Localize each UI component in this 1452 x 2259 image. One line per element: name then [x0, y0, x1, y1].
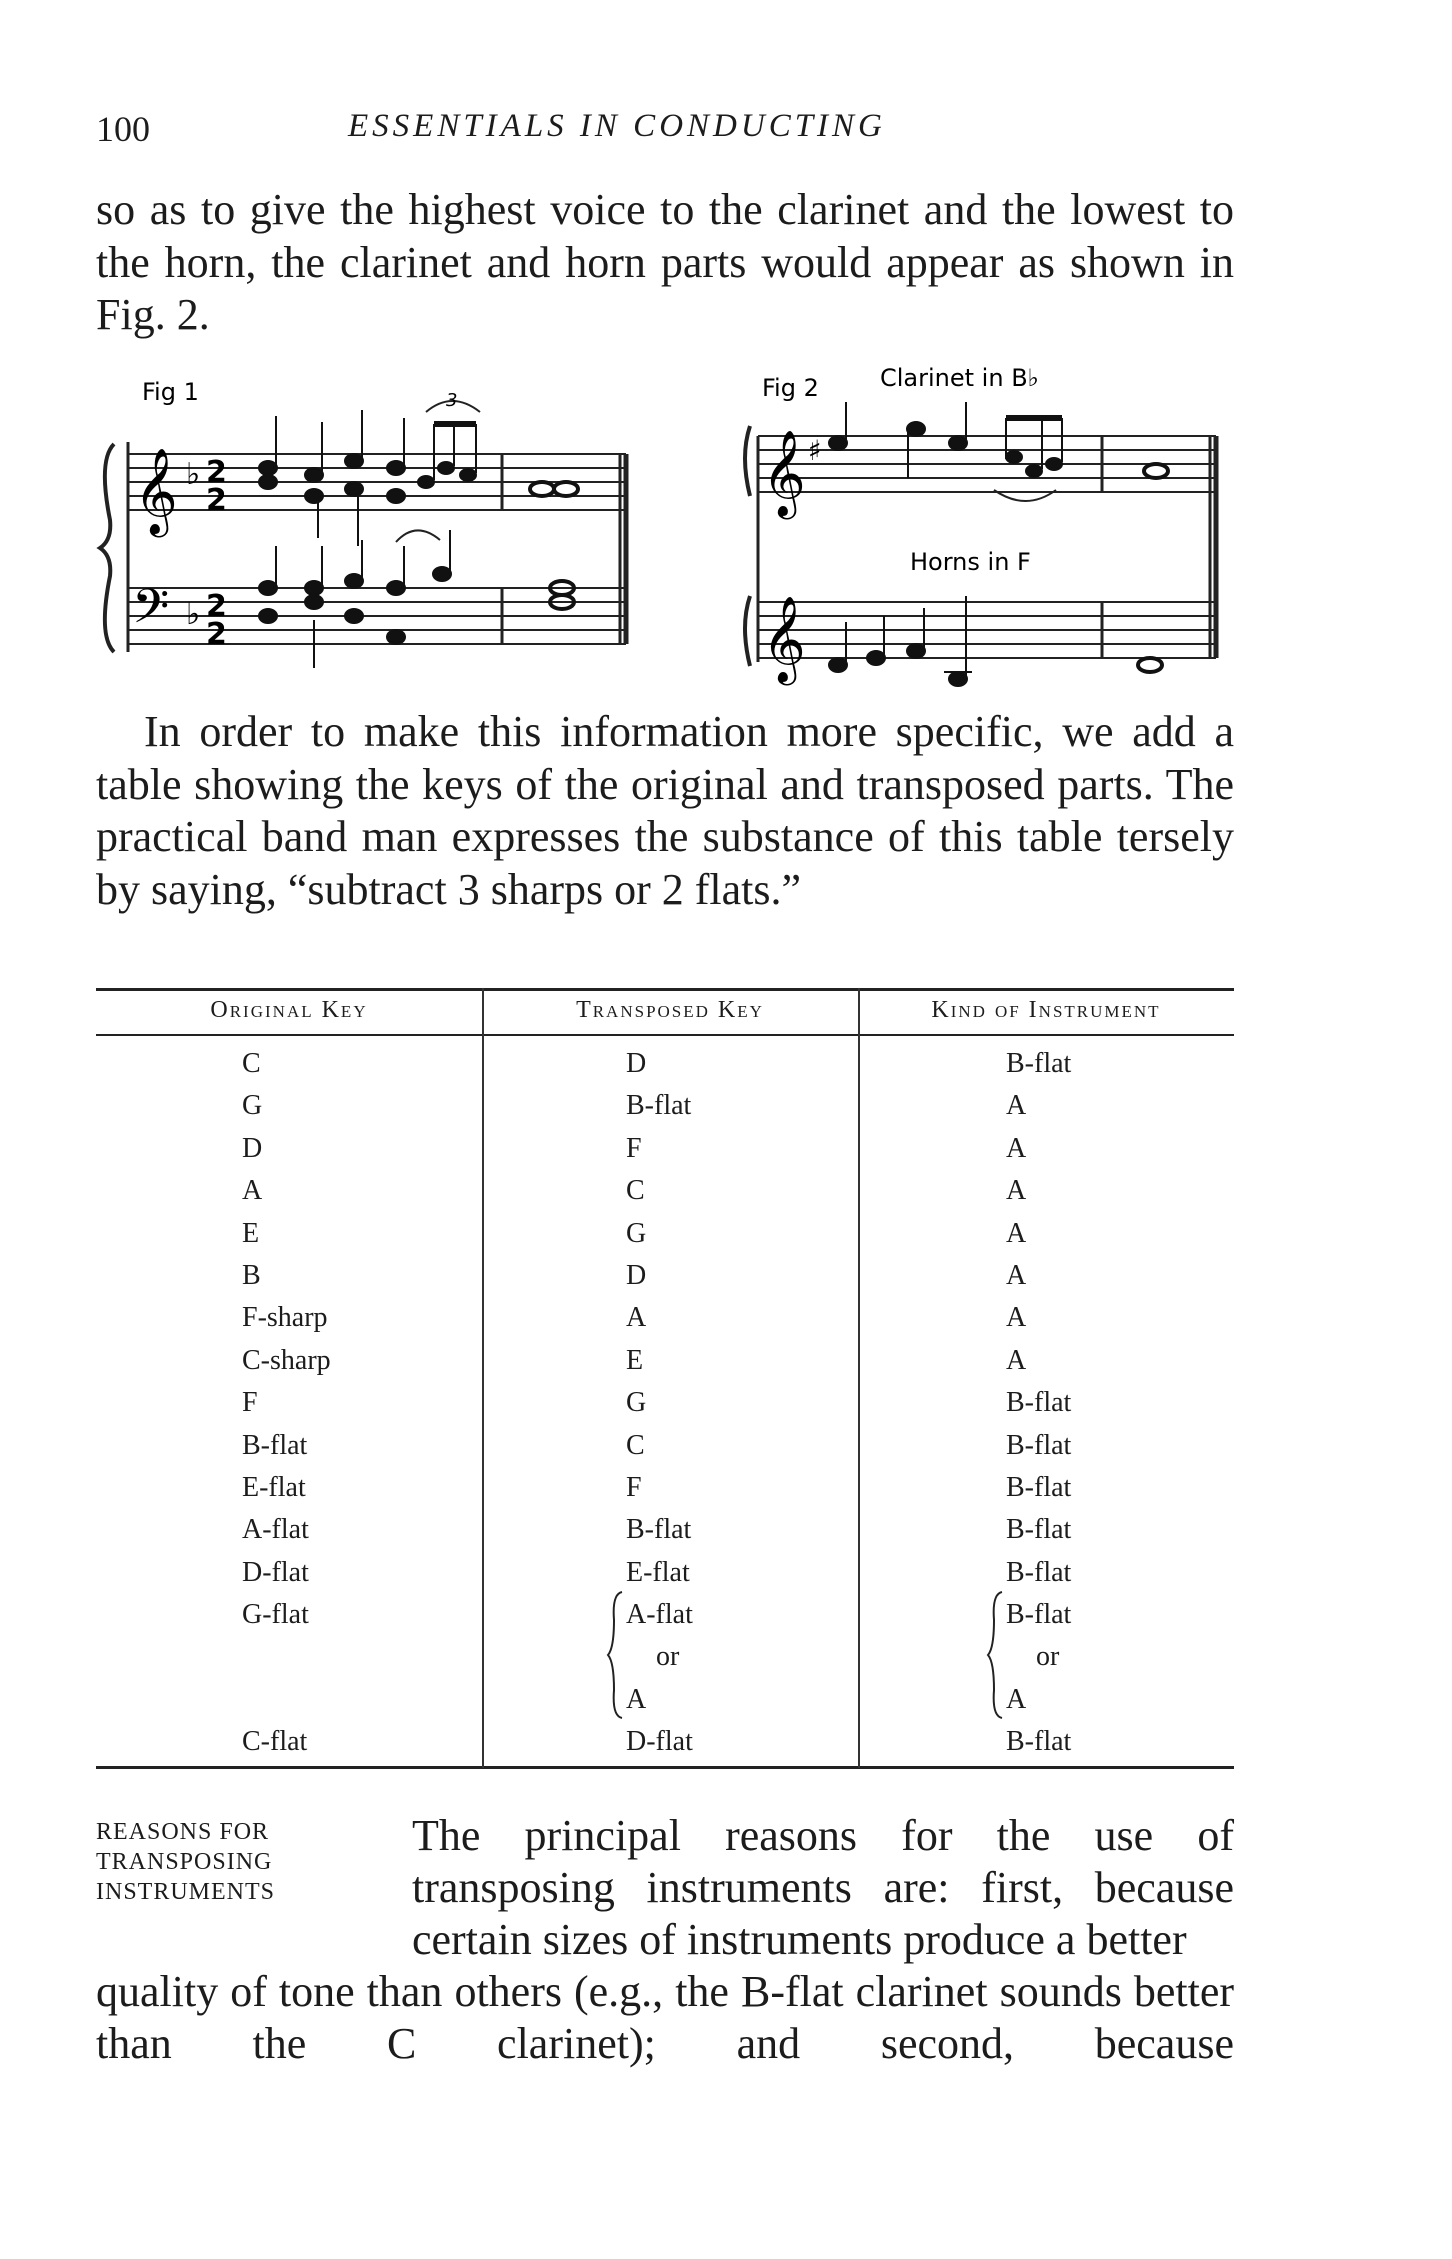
table-cell: A: [242, 1175, 263, 1207]
reasons-paragraph-continued: [96, 1966, 1234, 2070]
table-cell: D-flat: [626, 1726, 693, 1758]
table-cell: D: [626, 1048, 647, 1079]
svg-text:2: 2: [206, 589, 227, 624]
table-cell: A: [626, 1302, 647, 1334]
table-cell: B-flat: [1006, 1599, 1072, 1631]
reasons-text-cont: quality of tone than others (e.g., the B-flat clarinet sounds better than the C clarinet); and second, because: [96, 1967, 1234, 2068]
table-cell: C: [242, 1048, 261, 1079]
sidenote-line: INSTRUMENTS: [96, 1879, 276, 1905]
clarinet-notes: [829, 402, 1168, 478]
horn-notes: [829, 596, 1162, 686]
table-cell: B-flat: [1006, 1726, 1072, 1758]
table-cell: B-flat: [1006, 1387, 1072, 1419]
flat-icon-bass: ♭: [186, 597, 201, 632]
table-cell: C: [626, 1175, 645, 1207]
instrument-column: [1006, 1043, 1071, 1764]
clarinet-label: Clarinet in B♭: [880, 364, 1039, 392]
table-cell: A: [1006, 1683, 1027, 1715]
intro-paragraph: [96, 184, 1234, 342]
svg-text:3: 3: [446, 390, 458, 411]
treble-clef-icon-clarinet: 𝄞: [762, 430, 806, 516]
table-cell: E-flat: [626, 1556, 690, 1588]
sidenote: [96, 1817, 396, 1907]
table-cell: F: [626, 1471, 642, 1503]
table-cell: A: [626, 1683, 647, 1715]
table-cell: B-flat: [1006, 1471, 1072, 1503]
table-cell: B-flat: [242, 1429, 308, 1461]
table-cell: B-flat: [1006, 1048, 1072, 1079]
svg-text:2: 2: [206, 483, 227, 518]
table-cell: A-flat: [626, 1599, 693, 1631]
table-cell: B: [242, 1259, 261, 1291]
table-cell: E: [626, 1344, 644, 1376]
brace-icon: [606, 1590, 626, 1720]
treble-notes: [259, 410, 578, 546]
figure-2: [736, 356, 1236, 692]
table-cell: [242, 1636, 331, 1678]
table-cell: E-flat: [242, 1471, 306, 1503]
table-cell: A: [1006, 1344, 1027, 1376]
table-cell: E: [242, 1217, 260, 1249]
bass-notes: [259, 530, 574, 668]
table-cell: B-flat: [1006, 1556, 1072, 1588]
sidenote-line: REASONS FOR: [96, 1819, 270, 1845]
page-header: [96, 108, 976, 158]
treble-staff: [128, 454, 626, 510]
table-cell: G-flat: [242, 1599, 309, 1631]
fig2-label: Fig 2: [762, 374, 819, 402]
running-title: ESSENTIALS IN CONDUCTING: [348, 108, 886, 144]
brace-icon-2: [986, 1590, 1006, 1720]
transposition-table: [96, 988, 1234, 1770]
table-cell: D: [626, 1259, 647, 1291]
body-text: In order to make this information more specific, we add a table showing the keys of the original and transposed parts. The practical band man expresses the substance of this table tersely by saying, “subtract 3 sharps or 2 flats.”: [96, 707, 1234, 914]
reasons-paragraph: [412, 1810, 1234, 1966]
table-cell: B-flat: [626, 1090, 692, 1122]
table-cell: F: [242, 1387, 258, 1419]
sharp-icon: ♯: [808, 434, 822, 467]
intro-text: so as to give the highest voice to the clarinet and the lowest to the horn, the clarinet and horn parts would appear as shown in Fig. 2.: [96, 185, 1234, 339]
table-cell: D: [242, 1132, 263, 1164]
reasons-text: The principal reasons for the use of transposing instruments are: first, because certain sizes of instruments produce a better: [412, 1811, 1234, 1964]
table-cell: B-flat: [1006, 1514, 1072, 1546]
transposed-key-column: [626, 1043, 693, 1764]
table-cell: or: [656, 1641, 680, 1673]
table-cell: C-sharp: [242, 1344, 331, 1376]
header-original-key: Original Key: [210, 997, 368, 1023]
table-cell: C-flat: [242, 1726, 308, 1758]
body-paragraph: [96, 706, 1234, 916]
sidenote-line: TRANSPOSING: [96, 1849, 273, 1875]
table-cell: B-flat: [1006, 1429, 1072, 1461]
flat-icon: ♭: [186, 457, 201, 492]
table-cell: B-flat: [626, 1514, 692, 1546]
svg-text:2: 2: [206, 455, 227, 490]
bass-clef-icon: 𝄢: [132, 578, 170, 646]
table-cell: or: [1036, 1641, 1060, 1673]
horns-label: Horns in F: [910, 548, 1031, 576]
table-cell: A: [1006, 1302, 1027, 1334]
table-cell: A: [1006, 1132, 1027, 1164]
table-cell: G: [626, 1217, 647, 1249]
table-cell: A-flat: [242, 1514, 309, 1546]
svg-text:2: 2: [206, 617, 227, 652]
table-cell: A: [1006, 1259, 1027, 1291]
table-cell: G: [626, 1387, 647, 1419]
table-cell: F-sharp: [242, 1302, 328, 1334]
horn-staff: [758, 602, 1216, 658]
table-cell: A: [1006, 1217, 1027, 1249]
table-cell: D-flat: [242, 1556, 309, 1588]
page-number: 100: [96, 109, 150, 149]
original-key-column: [242, 1043, 331, 1764]
treble-clef-icon-horn: 𝄞: [762, 596, 806, 682]
header-transposed-key: Transposed Key: [576, 997, 764, 1023]
treble-clef-icon: 𝄞: [134, 448, 178, 534]
fig1-label: Fig 1: [142, 378, 199, 406]
table-cell: A: [1006, 1175, 1027, 1207]
table-cell: C: [626, 1429, 645, 1461]
table-cell: G: [242, 1090, 263, 1122]
table-cell: F: [626, 1132, 642, 1164]
header-kind-of-instrument: Kind of Instrument: [931, 997, 1161, 1023]
figure-1: [96, 370, 656, 682]
table-cell: [242, 1679, 331, 1721]
table-cell: A: [1006, 1090, 1027, 1122]
